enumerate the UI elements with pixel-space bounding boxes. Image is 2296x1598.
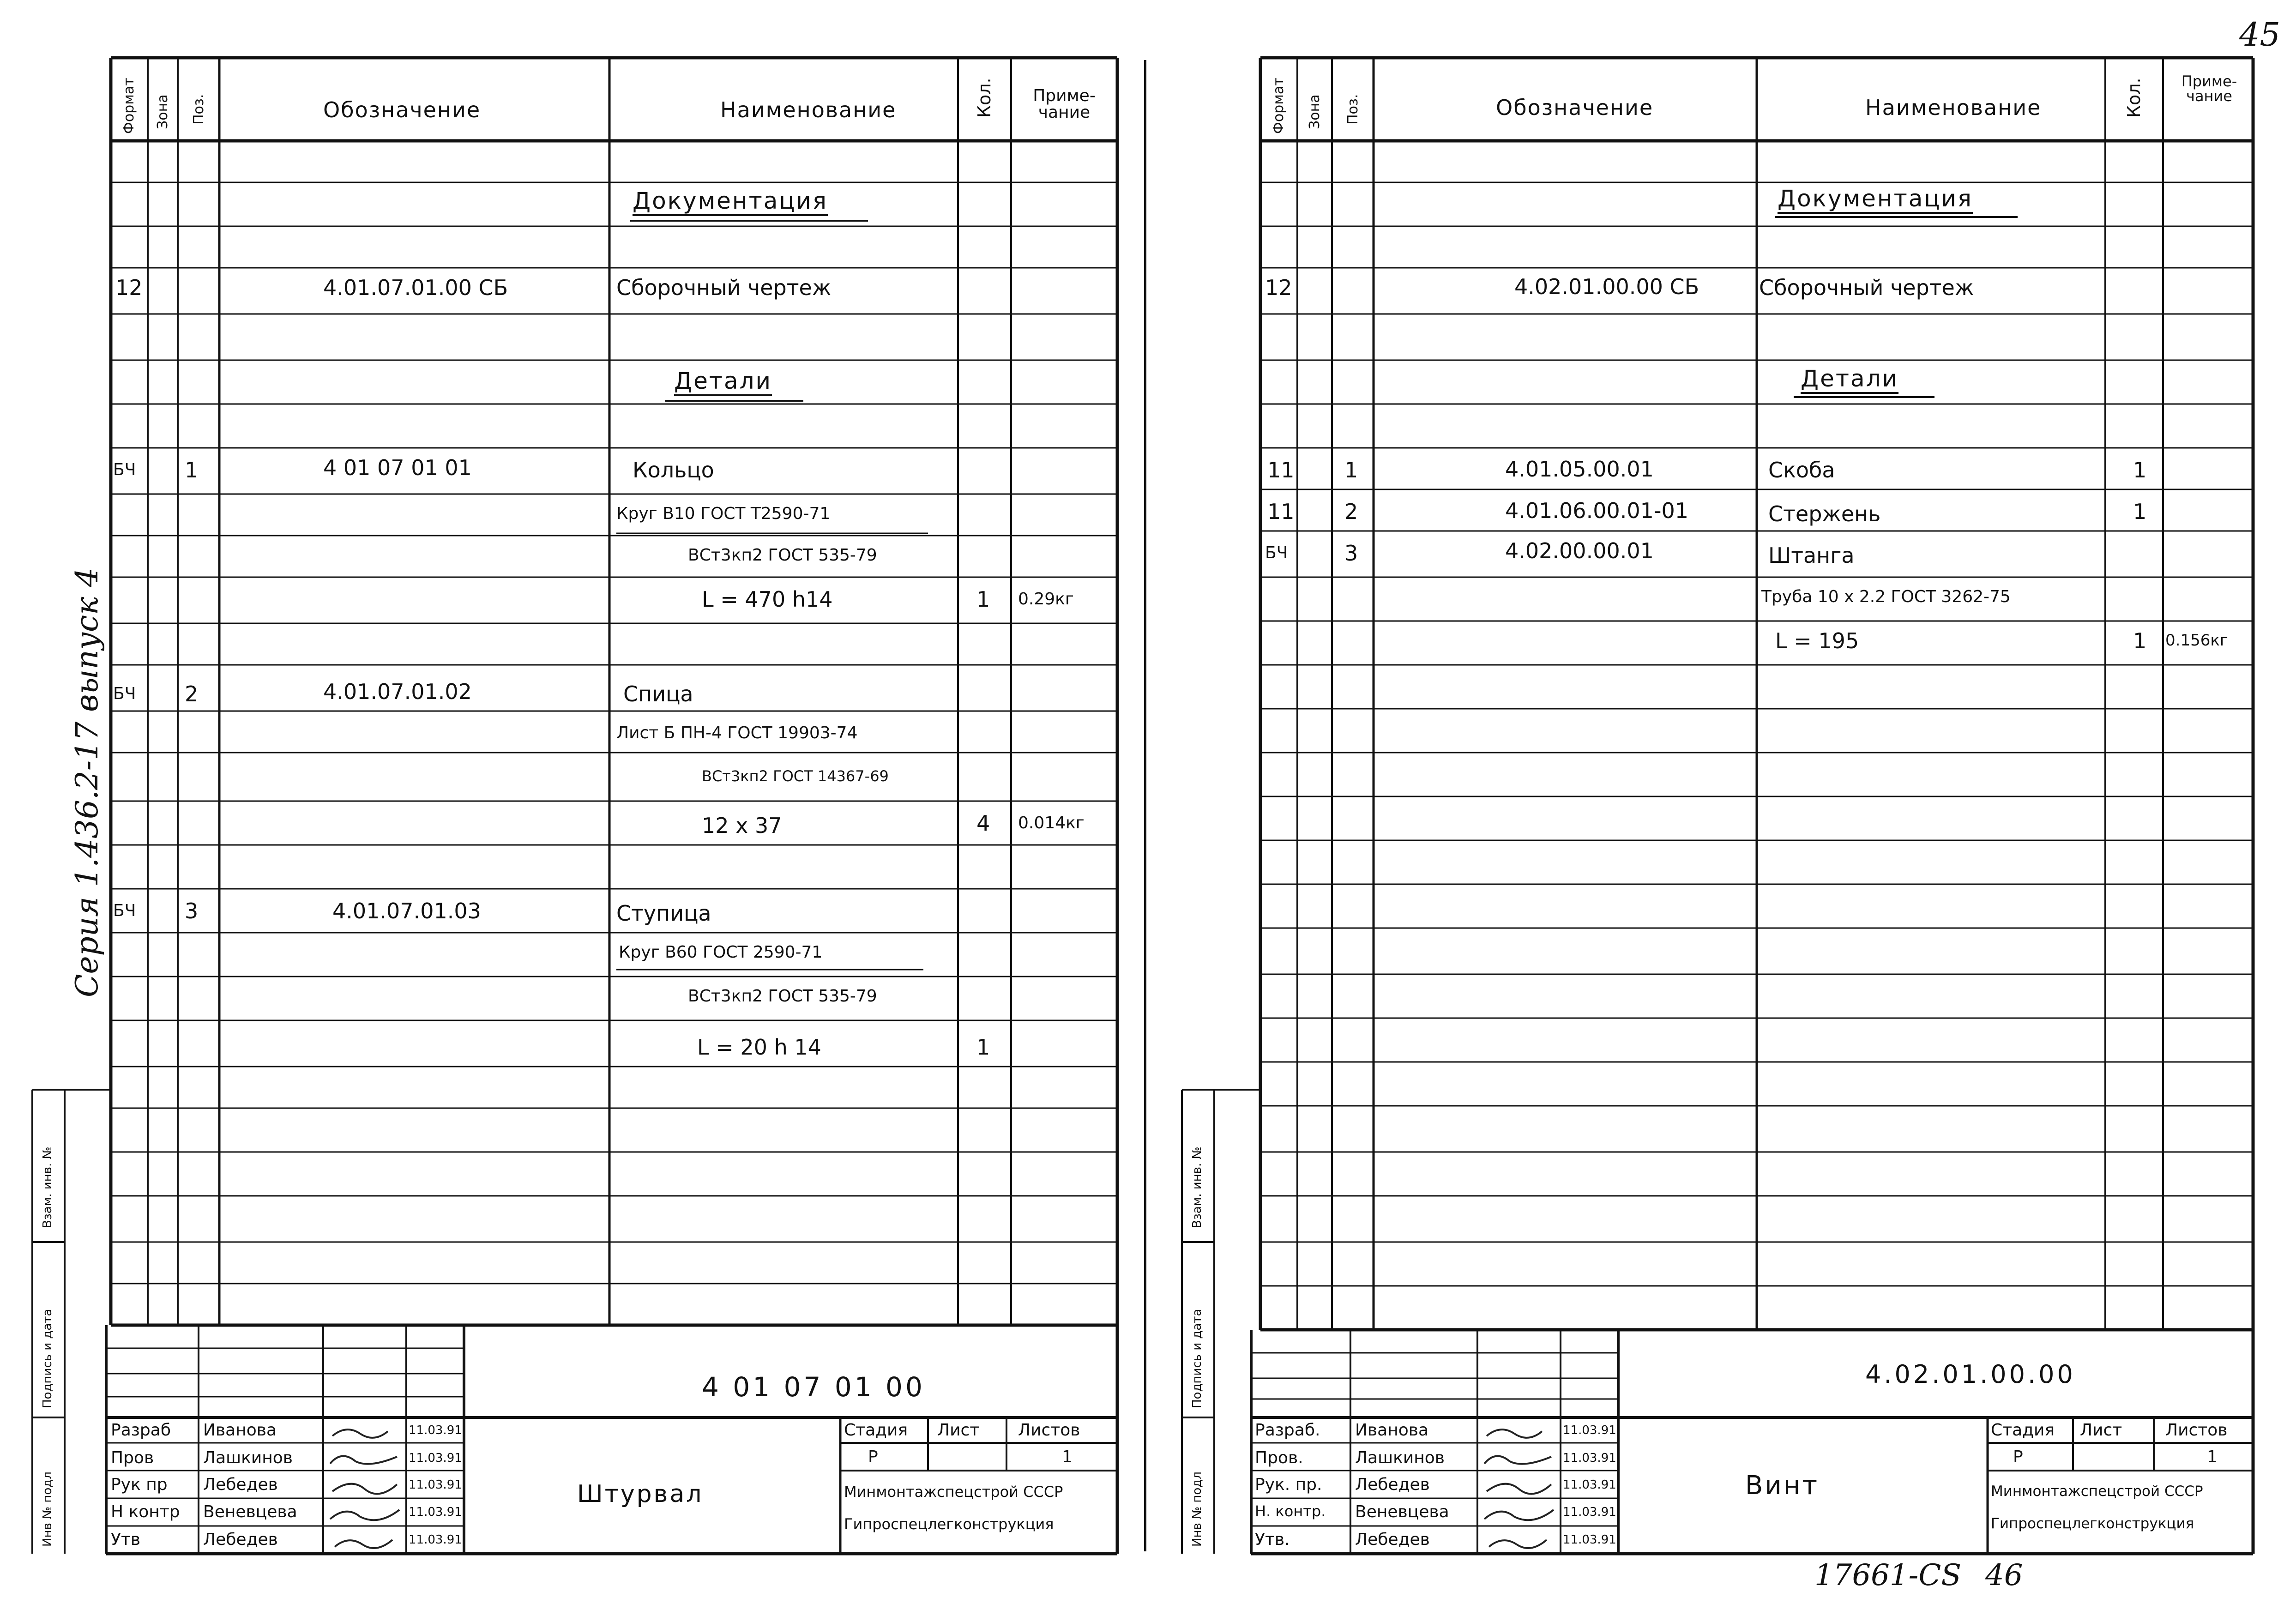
- tb-sheets: 1: [1062, 1447, 1073, 1466]
- tb-role: Рук. пр.: [1255, 1475, 1322, 1494]
- row-note: 0.156кг: [2165, 631, 2228, 650]
- tb-sheets-label: Листов: [2165, 1421, 2228, 1440]
- row-name: Спица: [623, 681, 693, 706]
- margin-vzam-inv: Взам. инв. №: [1190, 1146, 1204, 1228]
- section-docs: Документация: [1778, 185, 1973, 212]
- row-designation: 4.01.07.01.03: [332, 898, 481, 923]
- signatures: [328, 1422, 404, 1554]
- tb-name: Веневцева: [1355, 1502, 1449, 1521]
- signature-1: [1487, 1429, 1542, 1438]
- row-name: Сборочный чертеж: [616, 275, 832, 300]
- header-pos: Поз.: [1345, 94, 1361, 125]
- tb-sheets: 1: [2207, 1447, 2218, 1466]
- row-fmt: БЧ: [1265, 543, 1288, 562]
- row-note: 0.29кг: [1018, 590, 1074, 609]
- header-qty: Кол.: [2124, 78, 2144, 118]
- header-name: Наименование: [1865, 95, 2042, 120]
- row-qty: 1: [2133, 628, 2147, 653]
- row-pos: 1: [1344, 458, 1358, 482]
- row-qty: 1: [2133, 458, 2147, 482]
- row-name: L = 470 h14: [702, 587, 833, 612]
- row-name: Ступица: [616, 901, 711, 926]
- margin-inv-orig: Инв № подл: [1190, 1471, 1204, 1547]
- tb-role: Рук пр: [111, 1475, 168, 1494]
- tb-org1: Минмонтажспецстрой СССР: [844, 1483, 1063, 1501]
- tb-stage: Р: [868, 1447, 878, 1466]
- tb-name: Лебедев: [203, 1530, 278, 1549]
- tb-sheets-label: Листов: [1018, 1421, 1080, 1440]
- tb-sheet-label: Лист: [937, 1421, 980, 1440]
- tb-stage: Р: [2013, 1447, 2023, 1466]
- row-name: Круг В10 ГОСТ Т2590-71: [616, 504, 831, 523]
- row-qty: 1: [976, 1035, 990, 1060]
- signature-3: [1487, 1484, 1551, 1494]
- left-sheet-grid: [0, 0, 1145, 1598]
- row-qty: 4: [976, 811, 990, 836]
- tb-date: 11.03.91: [1563, 1478, 1616, 1492]
- tb-stage-label: Стадия: [844, 1421, 908, 1440]
- title-block-code: 4.02.01.00.00: [1865, 1360, 2076, 1389]
- row-fmt: 12: [1265, 275, 1292, 300]
- row-designation: 4.01.06.00.01-01: [1505, 498, 1689, 523]
- tb-role: Н. контр.: [1255, 1502, 1326, 1520]
- section-docs: Документация: [633, 187, 828, 214]
- header-designation: Обозначение: [1496, 95, 1654, 120]
- tb-name: Лашкинов: [1355, 1448, 1445, 1467]
- tb-role: Н контр: [111, 1502, 180, 1521]
- right-sheet-grid: [1154, 0, 2296, 1598]
- row-designation: 4 01 07 01 01: [323, 455, 472, 480]
- footer-page: 46: [1985, 1558, 2023, 1592]
- row-qty: 1: [2133, 499, 2147, 524]
- header-designation: Обозначение: [323, 97, 481, 122]
- row-fmt: 11: [1267, 458, 1295, 482]
- margin-vzam-inv: Взам. инв. №: [41, 1146, 54, 1228]
- signature-4: [330, 1510, 399, 1520]
- tb-name: Лебедев: [1355, 1530, 1430, 1549]
- tb-date: 11.03.91: [409, 1505, 462, 1519]
- margin-inv-orig: Инв № подл: [41, 1471, 54, 1547]
- row-name: Кольцо: [633, 458, 714, 482]
- header-qty: Кол.: [974, 78, 994, 118]
- tb-org2: Гипроспецлегконструкция: [1991, 1515, 2194, 1532]
- section-parts: Детали: [674, 368, 772, 394]
- row-pos: 3: [1344, 541, 1358, 566]
- tb-name: Лебедев: [203, 1475, 278, 1494]
- row-name: Круг В60 ГОСТ 2590-71: [619, 943, 823, 962]
- tb-name: Лашкинов: [203, 1448, 293, 1467]
- tb-date: 11.03.91: [409, 1451, 462, 1465]
- row-name: 12 x 37: [702, 813, 782, 838]
- signature-5: [1489, 1540, 1547, 1548]
- row-name: ВСт3кп2 ГОСТ 535-79: [688, 987, 877, 1006]
- left-sheet: [0, 0, 1145, 1598]
- signature-5: [335, 1540, 392, 1548]
- tb-org2: Гипроспецлегконструкция: [844, 1515, 1054, 1533]
- row-designation: 4.02.01.00.00 СБ: [1514, 274, 1699, 299]
- signature-2: [1484, 1456, 1551, 1464]
- tb-date: 11.03.91: [1563, 1533, 1616, 1547]
- page-number: 45: [2239, 16, 2281, 54]
- footer-code: 17661-CS: [1814, 1558, 1962, 1592]
- row-fmt: 12: [115, 275, 143, 300]
- row-qty: 1: [976, 587, 990, 612]
- row-pos: 2: [1344, 499, 1358, 524]
- tb-date: 11.03.91: [1563, 1451, 1616, 1465]
- tb-role: Разраб.: [1255, 1421, 1320, 1440]
- row-name: Скоба: [1768, 458, 1835, 482]
- row-fmt: БЧ: [113, 901, 136, 920]
- tb-date: 11.03.91: [1563, 1505, 1616, 1519]
- tb-role: Разраб: [111, 1421, 171, 1440]
- tb-name: Иванова: [203, 1421, 277, 1440]
- tb-date: 11.03.91: [409, 1533, 462, 1547]
- row-name: Штанга: [1768, 543, 1855, 568]
- row-name: ВСт3кп2 ГОСТ 535-79: [688, 546, 877, 565]
- row-name: ВСт3кп2 ГОСТ 14367-69: [702, 767, 889, 785]
- row-pos: 3: [185, 898, 199, 923]
- row-pos: 1: [185, 458, 199, 482]
- row-designation: 4.01.05.00.01: [1505, 457, 1654, 482]
- tb-date: 11.03.91: [1563, 1423, 1616, 1437]
- header-format: Формат: [1271, 78, 1287, 134]
- row-fmt: БЧ: [113, 684, 136, 703]
- tb-date: 11.03.91: [409, 1423, 462, 1437]
- signatures: [1482, 1422, 1558, 1554]
- row-designation: 4.01.07.01.02: [323, 679, 472, 704]
- row-name: Труба 10 x 2.2 ГОСТ 3262-75: [1761, 587, 2011, 606]
- signature-3: [332, 1484, 397, 1494]
- row-name: L = 195: [1775, 628, 1859, 653]
- title-block-title: Штурвал: [577, 1480, 704, 1508]
- tb-name: Иванова: [1355, 1421, 1429, 1440]
- signature-1: [332, 1429, 388, 1438]
- row-note: 0.014кг: [1018, 814, 1085, 832]
- title-block-title: Винт: [1745, 1471, 1820, 1501]
- signature-4: [1484, 1510, 1554, 1520]
- header-zone: Зона: [155, 94, 171, 129]
- row-name: L = 20 h 14: [697, 1035, 821, 1060]
- header-format: Формат: [121, 78, 137, 134]
- row-name: Лист Б ПН-4 ГОСТ 19903-74: [616, 724, 858, 742]
- row-fmt: БЧ: [113, 460, 136, 479]
- header-zone: Зона: [1307, 94, 1323, 129]
- tb-org1: Минмонтажспецстрой СССР: [1991, 1483, 2203, 1500]
- right-sheet: [1154, 0, 2296, 1598]
- tb-name: Веневцева: [203, 1502, 297, 1521]
- row-designation: 4.01.07.01.00 СБ: [323, 275, 508, 300]
- title-block-code: 4 01 07 01 00: [702, 1371, 925, 1403]
- tb-role: Пров: [111, 1448, 154, 1467]
- row-fmt: 11: [1267, 499, 1295, 524]
- section-parts: Детали: [1801, 365, 1899, 392]
- signature-2: [330, 1456, 397, 1464]
- tb-role: Пров.: [1255, 1448, 1303, 1467]
- header-pos: Поз.: [191, 94, 207, 125]
- row-pos: 2: [185, 681, 199, 706]
- tb-role: Утв.: [1255, 1530, 1290, 1549]
- row-name: Сборочный чертеж: [1759, 275, 1974, 300]
- tb-stage-label: Стадия: [1991, 1421, 2055, 1440]
- row-designation: 4.02.00.00.01: [1505, 538, 1654, 563]
- tb-date: 11.03.91: [409, 1478, 462, 1492]
- header-note: Приме-чание: [2181, 72, 2237, 105]
- header-name: Наименование: [720, 97, 897, 122]
- margin-sign-date: Подпись и дата: [41, 1309, 54, 1408]
- tb-role: Утв: [111, 1530, 141, 1549]
- margin-sign-date: Подпись и дата: [1190, 1309, 1204, 1408]
- side-caption: Серия 1.436.2-17 выпуск 4: [69, 567, 105, 997]
- row-name: Стержень: [1768, 501, 1881, 526]
- header-note: Приме-чание: [1033, 86, 1096, 122]
- tb-sheet-label: Лист: [2080, 1421, 2122, 1440]
- tb-name: Лебедев: [1355, 1475, 1430, 1494]
